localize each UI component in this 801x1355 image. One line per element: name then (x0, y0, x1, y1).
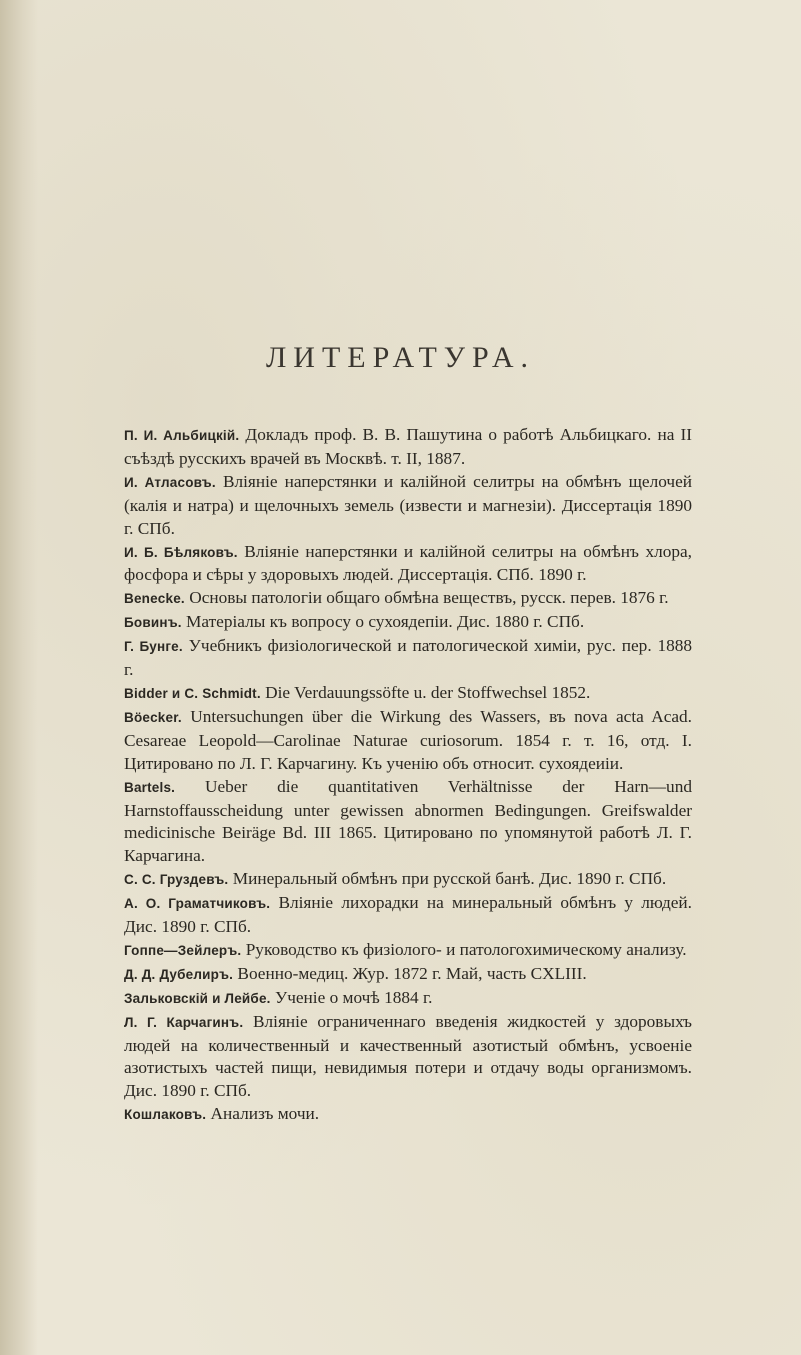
entry-author: Г. Бунге. (124, 639, 183, 655)
entry-author: Бовинъ. (124, 615, 182, 631)
entry-text: Основы патологіи общаго обмѣна веществъ, русск. перев. 1876 г. (189, 588, 669, 608)
entry-author: Bartels. (124, 779, 176, 795)
bibliography-entry (124, 1103, 692, 1127)
entry-author: Beneсke. (124, 591, 185, 607)
entry-text: Руководство къ физіолого- и патологохимическому анализу. (245, 939, 687, 959)
bibliography-entry (124, 987, 692, 1011)
entry-author: С. С. Груздевъ. (124, 872, 229, 888)
entry-author: Гоппе—Зейлеръ. (124, 942, 242, 958)
page-edge-shadow (0, 0, 38, 1355)
entry-text: Вліяніе наперстянки и калійной селитры на обмѣнъ щелочей (калія и натра) и щелочныхъ земель (извести и магнезіи). Диссертація 1890 г. СПб. (124, 471, 692, 538)
entry-text: Вліяніе наперстянки и калійной селитры на обмѣнъ хлора, фосфора и сѣры у здоровыхъ людей. Диссертація. СПб. 1890 г. (124, 541, 692, 585)
page-title: ЛИТЕРАТУРА. (265, 341, 536, 374)
entry-text: Вліяніе лихорадки на минеральный обмѣнъ у людей. Дис. 1890 г. СПб. (124, 893, 692, 937)
entry-text: Вліяніе ограниченнаго введенія жидкостей у здоровыхъ людей на количественный и качественный азотистый обмѣнъ, усвоеніе азотистыхъ частей пищи, невидимыя потери и отдачу воды организмомъ. Дис. 1890 г. СПб. (124, 1011, 692, 1101)
entry-author: Böeсker. (124, 709, 182, 725)
bibliography-entry (124, 611, 692, 635)
bibliography-entry (124, 706, 692, 776)
entry-text: Учебникъ физіологической и патологической химіи, рус. пер. 1888 г. (124, 636, 693, 680)
bibliography-entry (124, 682, 692, 706)
entry-author: Кошлаковъ. (124, 1107, 207, 1123)
entry-text: Военно-медиц. Жур. 1872 г. Май, часть CXLIII. (237, 963, 587, 983)
entry-text: Матеріалы къ вопросу о сухоядепіи. Дис. 1880 г. СПб. (186, 612, 585, 632)
entry-author: Л. Г. Карчагинъ. (124, 1014, 244, 1030)
entry-text: Untersuchungen über die Wirkung des Wassers, въ nova acta Acad. Cesareae Leopold—Carolinae Naturae curiosorum. 1854 г. т. 16, отд. I. Цитировано по Л. Г. Карчагину. Къ ученію объ относит. сухоядеиіи. (124, 706, 692, 773)
entry-author: Д. Д. Дубелиръ. (124, 966, 234, 982)
entry-author: И. Б. Бѣляковъ. (124, 544, 238, 560)
entry-text: Докладъ проф. В. В. Пашутина о работѣ Альбицкаго. на II съѣздѣ русскихъ врачей въ Москвѣ. т. II, 1887. (124, 425, 692, 468)
bibliography-list (124, 424, 692, 1127)
entry-text: Die Verdauungssöfte u. der Stoffwechsel 1852. (265, 682, 591, 702)
entry-text: Ученіе о мочѣ 1884 г. (274, 987, 433, 1007)
bibliography-entry (124, 424, 692, 471)
bibliography-entry (124, 471, 692, 541)
bibliography-entry (124, 776, 692, 869)
entry-text: Минеральный обмѣнъ при русской банѣ. Дис. 1890 г. СПб. (232, 869, 667, 889)
entry-author: Зальковскій и Лейбе. (124, 990, 271, 1006)
entry-author: И. Атласовъ. (124, 474, 216, 490)
entry-author: Bidder и C. Schmidt. (124, 685, 261, 701)
entry-author: П. И. Альбицкій. (124, 428, 240, 443)
bibliography-entry (124, 1011, 692, 1104)
entry-text: Анализъ мочи. (210, 1104, 320, 1124)
entry-author: А. О. Граматчиковъ. (124, 896, 271, 912)
bibliography-entry (124, 868, 692, 892)
bibliography-entry (124, 635, 692, 682)
bibliography-entry (124, 541, 692, 588)
entry-text: Ueber die quantitativen Verhältnisse der Harn—und Harnstoffausscheidung unter gewissen abnormen Bedingungen. Greifswalder medicinische Beiräge Bd. III 1865. Цитировано по упомянутой работѣ Л. Г. Карчагина. (124, 776, 692, 866)
bibliography-entry (124, 892, 692, 939)
bibliography-entry (124, 587, 692, 611)
bibliography-entry (124, 939, 692, 963)
bibliography-entry (124, 963, 692, 987)
